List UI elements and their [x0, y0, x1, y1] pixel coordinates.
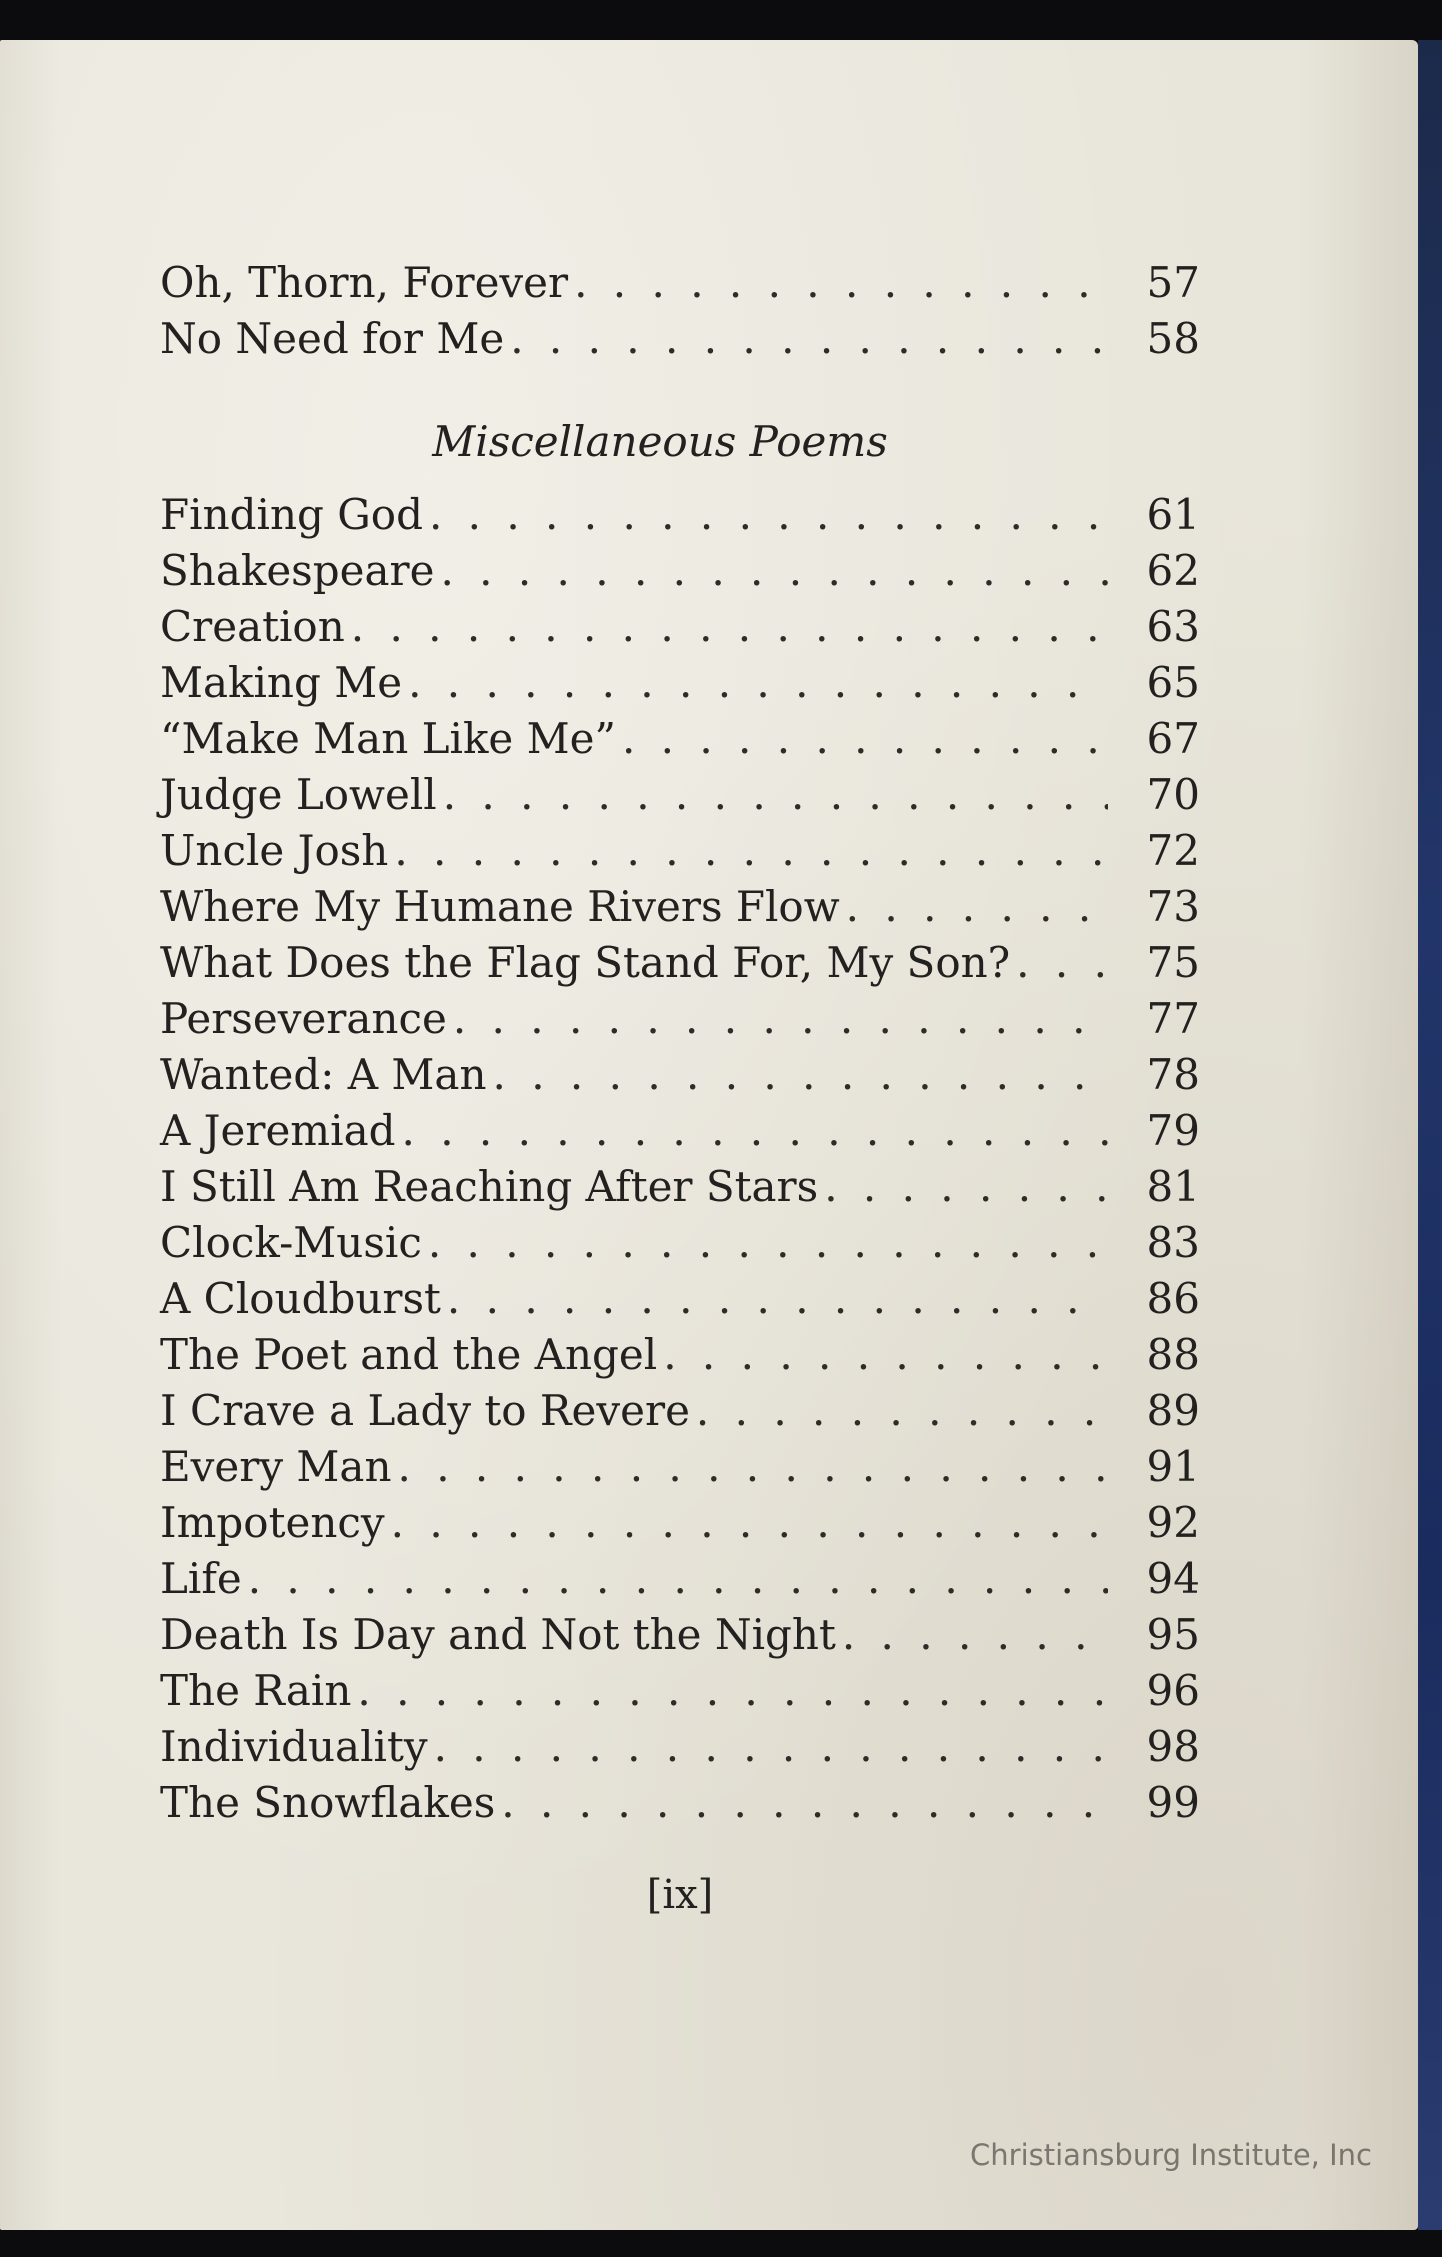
- toc-entry-title: Oh, Thorn, Forever: [160, 258, 569, 307]
- toc-entry-page: 78: [1146, 1050, 1200, 1099]
- toc-entry: [160, 823, 1200, 879]
- toc-entry-title: What Does the Flag Stand For, My Son?: [160, 938, 1011, 987]
- toc-entry-title: Clock-Music: [160, 1218, 422, 1267]
- toc-entry: [160, 879, 1200, 935]
- toc-entry: [160, 935, 1200, 991]
- toc-entry: [160, 487, 1200, 543]
- dot-leader: [842, 1607, 1108, 1663]
- toc-entry-page: 70: [1146, 770, 1200, 819]
- dot-leader: [493, 1047, 1108, 1103]
- toc-entry-title: Death Is Day and Not the Night: [160, 1610, 836, 1659]
- dot-leader: [434, 1719, 1108, 1775]
- dot-leader: [428, 1215, 1108, 1271]
- dot-leader: [429, 487, 1108, 543]
- dot-leader: [351, 599, 1108, 655]
- toc-entry-title: Individuality: [160, 1722, 428, 1771]
- toc-entry-title: Every Man: [160, 1442, 392, 1491]
- dot-leader: [501, 1775, 1108, 1831]
- toc-entry: [160, 1551, 1200, 1607]
- dot-leader: [402, 1103, 1109, 1159]
- toc-entry: [160, 1327, 1200, 1383]
- dot-leader: [510, 311, 1108, 367]
- toc-entry-page: 98: [1146, 1722, 1200, 1771]
- toc-entry-title: Shakespeare: [160, 546, 435, 595]
- toc-entry: [160, 1663, 1200, 1719]
- toc-entry-title: I Still Am Reaching After Stars: [160, 1162, 819, 1211]
- dot-leader: [394, 823, 1108, 879]
- toc-entry-page: 95: [1146, 1610, 1200, 1659]
- dot-leader: [1016, 935, 1108, 991]
- dot-leader: [622, 711, 1108, 767]
- toc-entry-title: Impotency: [160, 1498, 385, 1547]
- toc-entry-page: 88: [1146, 1330, 1200, 1379]
- toc-entry-title: No Need for Me: [160, 314, 505, 363]
- toc-entry-page: 99: [1146, 1778, 1200, 1827]
- dot-leader: [846, 879, 1108, 935]
- toc-entry-page: 67: [1146, 714, 1200, 763]
- toc-entry: [160, 1103, 1200, 1159]
- toc-entry-title: Making Me: [160, 658, 403, 707]
- toc-entry-page: 83: [1146, 1218, 1200, 1267]
- dot-leader: [824, 1159, 1108, 1215]
- toc-entry-page: 62: [1146, 546, 1200, 595]
- toc-entry-title: Life: [160, 1554, 242, 1603]
- section-heading: Miscellaneous Poems: [432, 417, 888, 466]
- toc-entry-page: 86: [1146, 1274, 1200, 1323]
- toc-entry: [160, 599, 1200, 655]
- toc-entry-page: 72: [1146, 826, 1200, 875]
- toc-entry: [160, 1607, 1200, 1663]
- dot-leader: [440, 543, 1108, 599]
- dot-leader: [696, 1383, 1108, 1439]
- toc-entry-title: Uncle Josh: [160, 826, 389, 875]
- toc-entry: [160, 1271, 1200, 1327]
- toc-entry-page: 94: [1146, 1554, 1200, 1603]
- toc-entry: [160, 255, 1200, 311]
- toc-entry-page: 57: [1146, 258, 1200, 307]
- toc-entry-title: A Jeremiad: [160, 1106, 396, 1155]
- toc-entry-title: Judge Lowell: [160, 770, 437, 819]
- toc-entry-page: 61: [1146, 490, 1200, 539]
- toc-entry: [160, 1047, 1200, 1103]
- dot-leader: [391, 1495, 1108, 1551]
- watermark: Christiansburg Institute, Inc: [970, 2138, 1372, 2172]
- dot-leader: [574, 255, 1108, 311]
- dot-leader: [398, 1439, 1109, 1495]
- book-cover-edge: [1418, 40, 1442, 2230]
- toc-entry-title: The Poet and the Angel: [160, 1330, 658, 1379]
- dot-leader: [248, 1551, 1108, 1607]
- dot-leader: [447, 1271, 1108, 1327]
- toc-entry: [160, 1495, 1200, 1551]
- toc-entry-title: Perseverance: [160, 994, 447, 1043]
- toc-entry-page: 58: [1146, 314, 1200, 363]
- toc-entry-page: 75: [1146, 938, 1200, 987]
- dot-leader: [443, 767, 1108, 823]
- toc-entry-title: Where My Humane Rivers Flow: [160, 882, 840, 931]
- toc-entry-page: 63: [1146, 602, 1200, 651]
- toc-entry-page: 79: [1146, 1106, 1200, 1155]
- toc-entry-page: 96: [1146, 1666, 1200, 1715]
- toc-entry-title: I Crave a Lady to Revere: [160, 1386, 690, 1435]
- toc-entry: [160, 1439, 1200, 1495]
- toc-entry-page: 89: [1146, 1386, 1200, 1435]
- toc-entry: [160, 311, 1200, 367]
- dot-leader: [663, 1327, 1108, 1383]
- dot-leader: [408, 655, 1108, 711]
- toc-entry-title: Wanted: A Man: [160, 1050, 487, 1099]
- toc-entry: [160, 655, 1200, 711]
- toc-entry: [160, 991, 1200, 1047]
- toc-entry: [160, 1159, 1200, 1215]
- toc-entry-title: The Snowflakes: [160, 1778, 496, 1827]
- toc-entry-title: The Rain: [160, 1666, 352, 1715]
- toc-entry-title: “Make Man Like Me”: [160, 714, 616, 763]
- table-of-contents: [160, 255, 1200, 1831]
- page-number-folio: [ix]: [646, 1872, 714, 1918]
- toc-entry-title: Finding God: [160, 490, 423, 539]
- dot-leader: [357, 1663, 1108, 1719]
- toc-entry-page: 81: [1146, 1162, 1200, 1211]
- toc-entry-page: 73: [1146, 882, 1200, 931]
- toc-entry: [160, 1719, 1200, 1775]
- toc-entry: [160, 543, 1200, 599]
- toc-entry: [160, 711, 1200, 767]
- toc-entry-page: 77: [1146, 994, 1200, 1043]
- toc-entry-page: 92: [1146, 1498, 1200, 1547]
- toc-entry: [160, 1383, 1200, 1439]
- toc-entry-title: A Cloudburst: [160, 1274, 441, 1323]
- toc-entry-page: 91: [1146, 1442, 1200, 1491]
- toc-entry: [160, 767, 1200, 823]
- dot-leader: [453, 991, 1108, 1047]
- toc-entry: [160, 1775, 1200, 1831]
- toc-entry-title: Creation: [160, 602, 345, 651]
- toc-entry-page: 65: [1146, 658, 1200, 707]
- toc-entry: [160, 1215, 1200, 1271]
